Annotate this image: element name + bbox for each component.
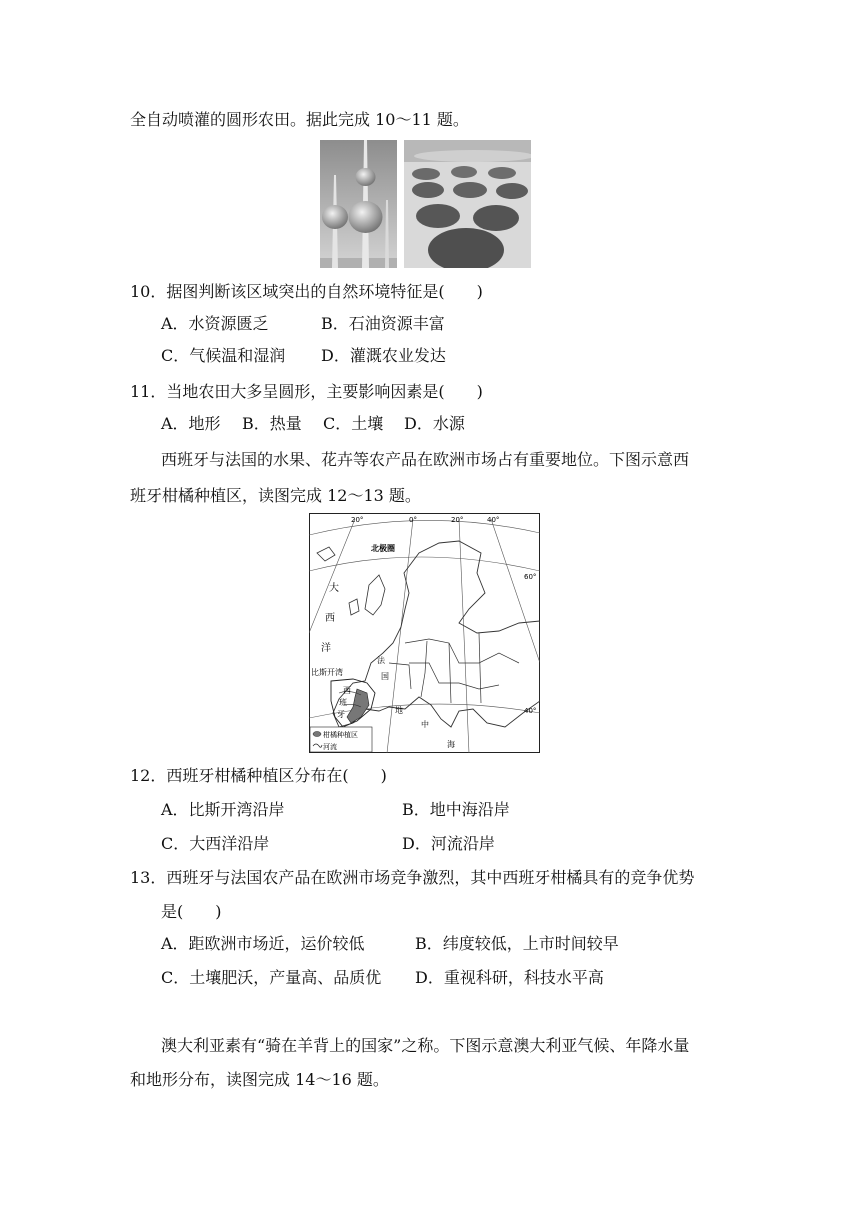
q13-option-b[interactable]: B．纬度较低，上市时间较早 bbox=[415, 934, 619, 953]
svg-text:大: 大 bbox=[329, 583, 339, 594]
svg-text:西: 西 bbox=[325, 613, 335, 624]
svg-text:河流: 河流 bbox=[323, 743, 337, 751]
svg-text:海: 海 bbox=[447, 740, 455, 749]
svg-text:柑橘种植区: 柑橘种植区 bbox=[323, 731, 358, 739]
q11-option-b[interactable]: B．热量 bbox=[242, 414, 302, 433]
q13-option-a[interactable]: A．距欧洲市场近，运价较低 bbox=[161, 934, 365, 953]
question-11-stem: 11．当地农田大多呈圆形，主要影响因素是( ) bbox=[130, 382, 483, 401]
q10-option-c[interactable]: C．气候温和湿润 bbox=[161, 346, 286, 365]
q10-option-d[interactable]: D．灌溉农业发达 bbox=[321, 346, 446, 365]
svg-text:北极圈: 北极圈 bbox=[371, 544, 395, 553]
svg-text:0°: 0° bbox=[409, 516, 417, 524]
svg-text:40°: 40° bbox=[524, 707, 537, 715]
svg-text:中: 中 bbox=[421, 720, 429, 729]
intro-text-14-16-line2: 和地形分布，读图完成 14～16 题。 bbox=[130, 1070, 389, 1089]
svg-text:法: 法 bbox=[377, 656, 385, 665]
intro-text-10-11: 全自动喷灌的圆形农田。据此完成 10～11 题。 bbox=[130, 110, 469, 129]
q11-option-d[interactable]: D．水源 bbox=[404, 414, 465, 433]
svg-text:比斯开湾: 比斯开湾 bbox=[311, 668, 343, 677]
question-13-stem-line2: 是( ) bbox=[161, 902, 222, 921]
svg-text:20°: 20° bbox=[351, 516, 364, 524]
q13-option-d[interactable]: D．重视科研，科技水平高 bbox=[415, 968, 604, 987]
svg-text:牙: 牙 bbox=[337, 710, 345, 719]
svg-text:60°: 60° bbox=[524, 573, 537, 581]
question-13-stem-line1: 13．西班牙与法国农产品在欧洲市场竞争激烈，其中西班牙柑橘具有的竞争优势 bbox=[130, 868, 695, 887]
svg-text:地: 地 bbox=[395, 706, 403, 715]
svg-text:20°: 20° bbox=[451, 516, 464, 524]
q12-option-d[interactable]: D．河流沿岸 bbox=[402, 834, 495, 853]
q12-option-c[interactable]: C．大西洋沿岸 bbox=[161, 834, 270, 853]
europe-citrus-map bbox=[309, 513, 540, 753]
question-12-stem: 12．西班牙柑橘种植区分布在( ) bbox=[130, 766, 387, 785]
q13-option-c[interactable]: C．土壤肥沃，产量高、品质优 bbox=[161, 968, 382, 987]
svg-text:洋: 洋 bbox=[321, 643, 331, 654]
svg-text:40°: 40° bbox=[487, 516, 500, 524]
q11-option-a[interactable]: A．地形 bbox=[161, 414, 221, 433]
svg-text:班: 班 bbox=[339, 698, 347, 707]
kuwait-towers-photo bbox=[320, 140, 397, 268]
q10-option-b[interactable]: B．石油资源丰富 bbox=[321, 314, 445, 333]
svg-text:国: 国 bbox=[381, 672, 389, 681]
intro-text-12-13-line1: 西班牙与法国的水果、花卉等农产品在欧洲市场占有重要地位。下图示意西 bbox=[161, 450, 690, 469]
circular-farmland-photo bbox=[404, 140, 531, 268]
question-10-stem: 10．据图判断该区域突出的自然环境特征是( ) bbox=[130, 282, 483, 301]
q12-option-a[interactable]: A．比斯开湾沿岸 bbox=[161, 800, 285, 819]
q12-option-b[interactable]: B．地中海沿岸 bbox=[402, 800, 510, 819]
intro-text-12-13-line2: 班牙柑橘种植区，读图完成 12～13 题。 bbox=[130, 486, 421, 505]
q11-option-c[interactable]: C．土壤 bbox=[323, 414, 384, 433]
svg-text:西: 西 bbox=[343, 686, 351, 695]
intro-text-14-16-line1: 澳大利亚素有“骑在羊背上的国家”之称。下图示意澳大利亚气候、年降水量 bbox=[161, 1036, 690, 1055]
q10-option-a[interactable]: A．水资源匮乏 bbox=[161, 314, 269, 333]
